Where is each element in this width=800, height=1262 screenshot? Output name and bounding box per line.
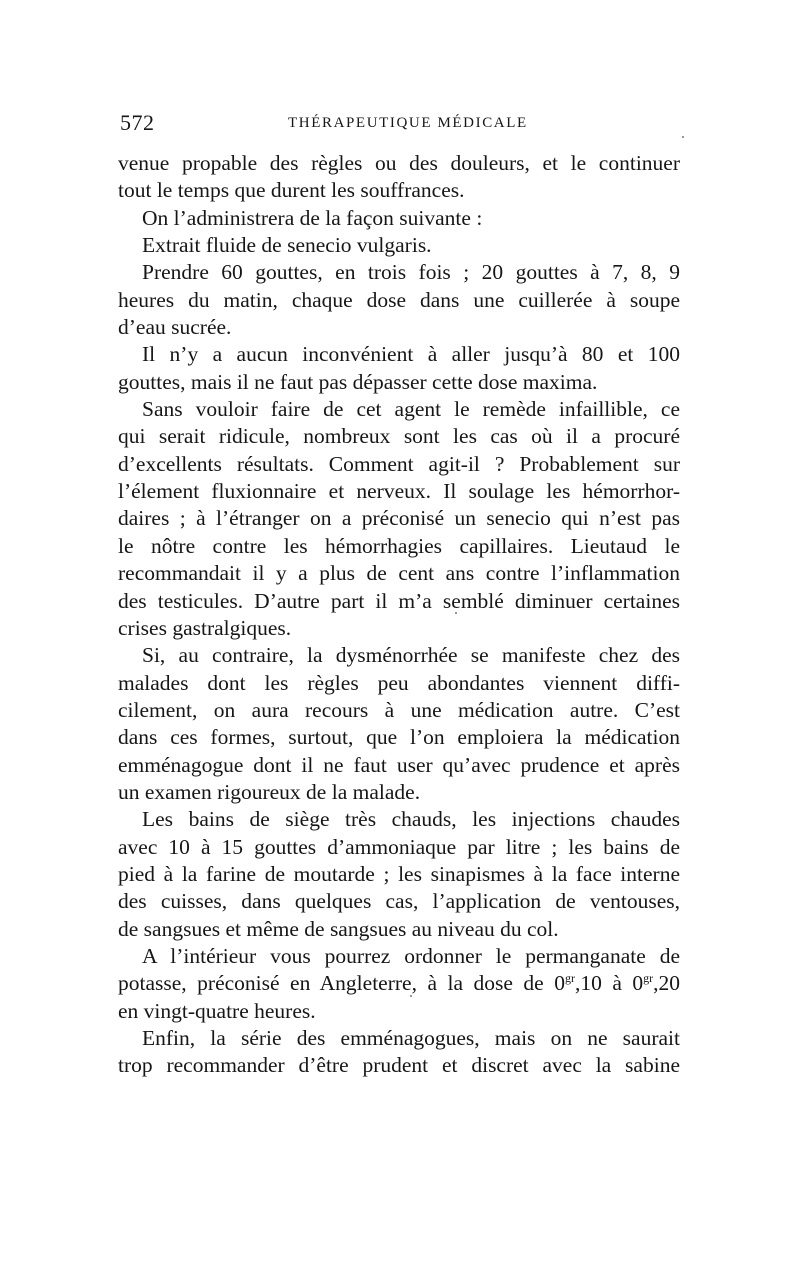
text-line: de sangsues et même de sangsues au niveau du col. [118,916,559,941]
text-line: recommandait il y a plus de cent ans contre l’inflammation [118,561,680,586]
page-number: 572 [120,110,155,135]
text-line: Les bains de siège très chauds, les injections chaudes [142,807,680,832]
text-line: en vingt-quatre heures. [118,998,316,1023]
text-line: crises gastralgiques. [118,615,292,640]
text-line: des cuisses, dans quelques cas, l’application de ventouses, [118,889,680,914]
text-line: daires ; à l’étranger on a préconisé un senecio qui n’est pas [118,506,680,531]
dose-unit-superscript: gr [564,971,575,986]
text-line: Prendre 60 gouttes, en trois fois ; 20 gouttes à 7, 8, 9 [142,260,680,285]
text-line: Sans vouloir faire de cet agent le remède infaillible, ce [142,397,680,422]
print-speck [455,612,457,614]
text-line: Enfin, la série des emménagogues, mais on ne saurait [142,1026,680,1050]
dose-text-part: ,20 [653,971,680,996]
text-line: des testicules. D’autre part il m’a semblé diminuer certaines [118,588,680,613]
text-line: Il n’y a aucun inconvénient à aller jusqu’à 80 et 100 [142,342,680,367]
text-line: gouttes, mais il ne faut pas dépasser cette dose maxima. [118,369,598,394]
text-line: tout le temps que durent les souffrances. [118,178,465,203]
text-line-dose [118,970,680,997]
body-text [118,150,680,1080]
text-line: Extrait fluide de senecio vulgaris. [142,233,432,258]
page-header [120,110,680,140]
text-line: malades dont les règles peu abondantes viennent diffi- [118,670,680,695]
text-line: d’eau sucrée. [118,315,232,340]
text-line: un examen rigoureux de la malade. [118,779,421,804]
print-speck [410,995,412,997]
text-line: le nôtre contre les hémorrhagies capillaires. Lieutaud le [118,533,680,558]
text-line: heures du matin, chaque dose dans une cuillerée à soupe [118,287,680,312]
text-line: Si, au contraire, la dysménorrhée se manifeste chez des [142,643,680,668]
text-line: emménagogue dont il ne faut user qu’avec prudence et après [118,752,680,777]
text-line: cilement, on aura recours à une médication autre. C’est [118,697,680,722]
text-line: A l’intérieur vous pourrez ordonner le permanganate de [142,943,680,968]
dose-text-part: potasse, préconisé en Angleterre, à la dose de 0 [118,971,565,996]
text-line: qui serait ridicule, nombreux sont les cas où il a procuré [118,424,680,449]
dose-unit-superscript: gr [643,971,654,986]
text-line: venue propable des règles ou des douleurs, et le continuer [118,151,680,175]
text-line: trop recommander d’être prudent et discret avec la sabine [118,1053,680,1078]
running-title: THÉRAPEUTIQUE MÉDICALE [288,115,528,131]
print-speck [682,136,684,138]
text-line: l’élement fluxionnaire et nerveux. Il soulage les hémorrhor- [118,479,680,504]
text-line: avec 10 à 15 gouttes d’ammoniaque par litre ; les bains de [118,834,680,859]
text-line: pied à la farine de moutarde ; les sinapismes à la face interne [118,861,680,886]
dose-text-part: ,10 à 0 [574,971,644,996]
text-line: On l’administrera de la façon suivante : [142,205,483,230]
text-line: d’excellents résultats. Comment agit-il ? Probablement sur [118,451,680,476]
text-line: dans ces formes, surtout, que l’on emploiera la médication [118,725,680,750]
